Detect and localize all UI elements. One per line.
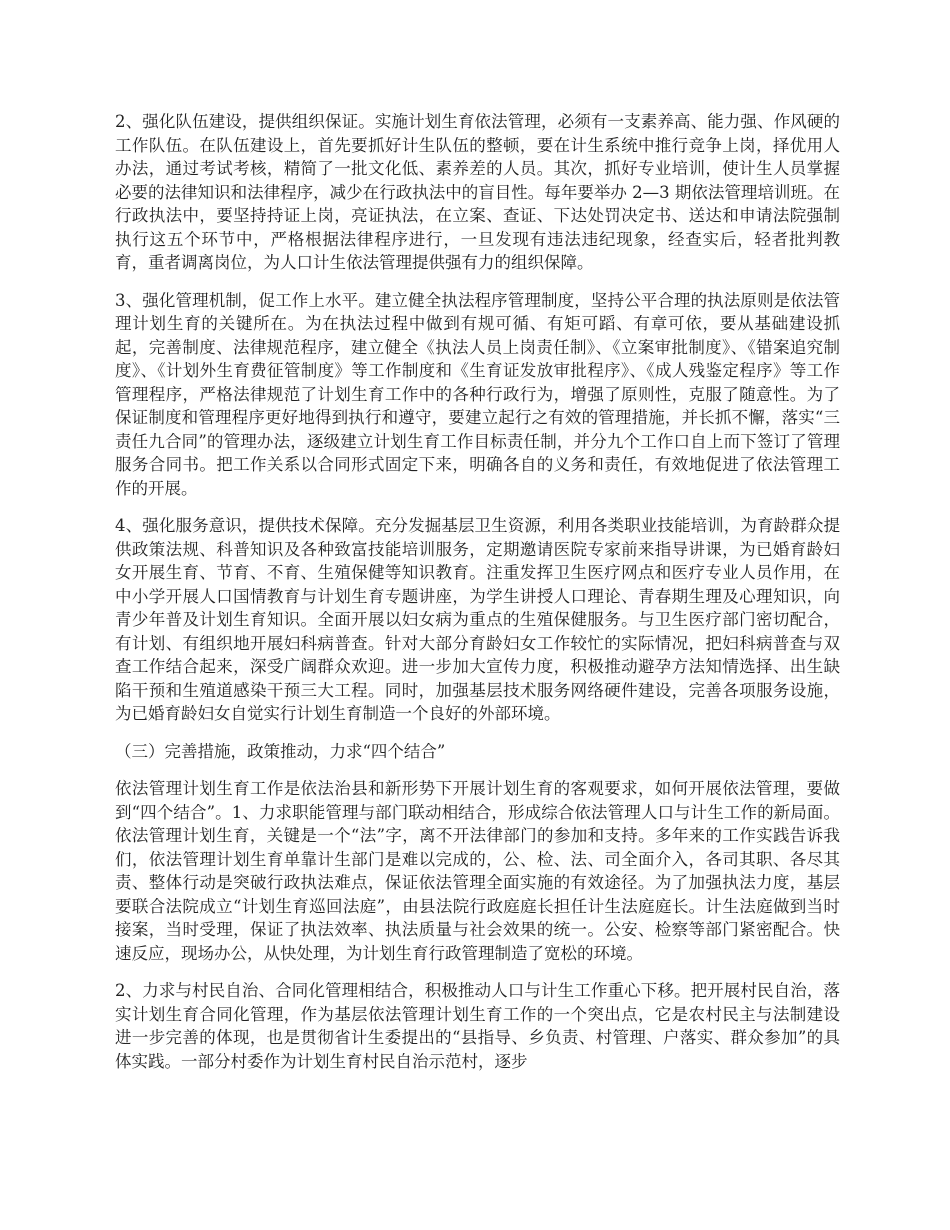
- paragraph-village-autonomy: 2、力求与村民自治、合同化管理相结合，积极推动人口与计生工作重心下移。把开展村民自治，落实计划生育合同化管理，作为基层依法管理计划生育工作的一个突出点，它是农村民主与法制建设进一步完善的体现，也是贯彻省计生委提出的“县指导、乡负责、村管理、户落实、群众参加”的具体实践。一部分村委作为计划生育村民自治示范村，逐步: [115, 981, 840, 1071]
- paragraph-four-combinations: 依法管理计划生育工作是依法治县和新形势下开展计划生育的客观要求，如何开展依法管理，要做到“四个结合”。1、力求职能管理与部门联动相结合，形成综合依法管理人口与计生工作的新局面。依法管理计划生育，关键是一个“法”字，离不开法律部门的参加和支持。多年来的工作实践告诉我们，依法管理计划生育单靠计生部门是难以完成的，公、检、法、司全面介入，各司其职、各尽其责、整体行动是突破行政执法难点，保证依法管理全面实施的有效途径。为了加强执法力度，基层要联合法院成立“计划生育巡回法庭”，由县法院行政庭庭长担任计生法庭庭长。计生法庭做到当时接案，当时受理，保证了执法效率、执法质量与社会效果的统一。公安、检察等部门紧密配合。快速反应，现场办公，从快处理，为计划生育行政管理制造了宽松的环境。: [115, 779, 840, 963]
- document-body: [115, 110, 840, 1087]
- paragraph-service-awareness: 4、强化服务意识，提供技术保障。充分发掘基层卫生资源，利用各类职业技能培训，为育龄群众提供政策法规、科普知识及各种致富技能培训服务，定期邀请医院专家前来指导讲课，为已婚育龄妇女开展生育、节育、不育、生殖保健等知识教育。注重发挥卫生医疗网点和医疗专业人员作用，在中小学开展人口国情教育与计划生育专题讲座，为学生讲授人口理论、青春期生理及心理知识，向青少年普及计划生育知识。全面开展以妇女病为重点的生殖保健服务。与卫生医疗部门密切配合，有计划、有组织地开展妇科病普查。针对大部分育龄妇女工作较忙的实际情况，把妇科病普查与双查工作结合起来，深受广阔群众欢迎。进一步加大宣传力度，积极推动避孕方法知情选择、出生缺陷干预和生殖道感染干预三大工程。同时，加强基层技术服务网络硬件建设，完善各项服务设施，为已婚育龄妇女自觉实行计划生育制造一个良好的外部环境。: [115, 516, 840, 723]
- section-heading: （三）完善措施，政策推动，力求“四个结合”: [115, 741, 446, 761]
- paragraph-team-building: 2、强化队伍建设，提供组织保证。实施计划生育依法管理，必须有一支素养高、能力强、作风硬的工作队伍。在队伍建设上，首先要抓好计生队伍的整顿，要在计生系统中推行竞争上岗，择优用人办法，通过考试考核，精简了一批文化低、素养差的人员。其次，抓好专业培训，使计生人员掌握必要的法律知识和法律程序，减少在行政执法中的盲目性。每年要举办 2—3 期依法管理培训班。在行政执法中，要坚持持证上岗，亮证执法，在立案、查证、下达处罚决定书、送达和申请法院强制执行这五个环节中，严格根据法律程序进行，一旦发现有违法违纪现象，经查实后，轻者批判教育，重者调离岗位，为人口计生依法管理提供强有力的组织保障。: [115, 112, 840, 272]
- paragraph-management-mechanism: 3、强化管理机制，促工作上水平。建立健全执法程序管理制度，坚持公平合理的执法原则是依法管理计划生育的关键所在。为在执法过程中做到有规可循、有矩可蹈、有章可依，要从基础建设抓起，完善制度、法律规范程序，建立健全《执法人员上岗责任制》、《立案审批制度》、《错案追究制度》、《计划外生育费征管制度》等工作制度和《生育证发放审批程序》、《成人残鉴定程序》等工作管理程序，严格法律规范了计划生育工作中的各种行政行为，增强了原则性，克服了随意性。为了保证制度和管理程序更好地得到执行和遵守，要建立起行之有效的管理措施，并长抓不懈，落实“三责任九合同”的管理办法，逐级建立计划生育工作目标责任制，并分九个工作口自上而下签订了管理服务合同书。把工作关系以合同形式固定下来，明确各自的义务和责任，有效地促进了依法管理工作的开展。: [115, 290, 840, 498]
